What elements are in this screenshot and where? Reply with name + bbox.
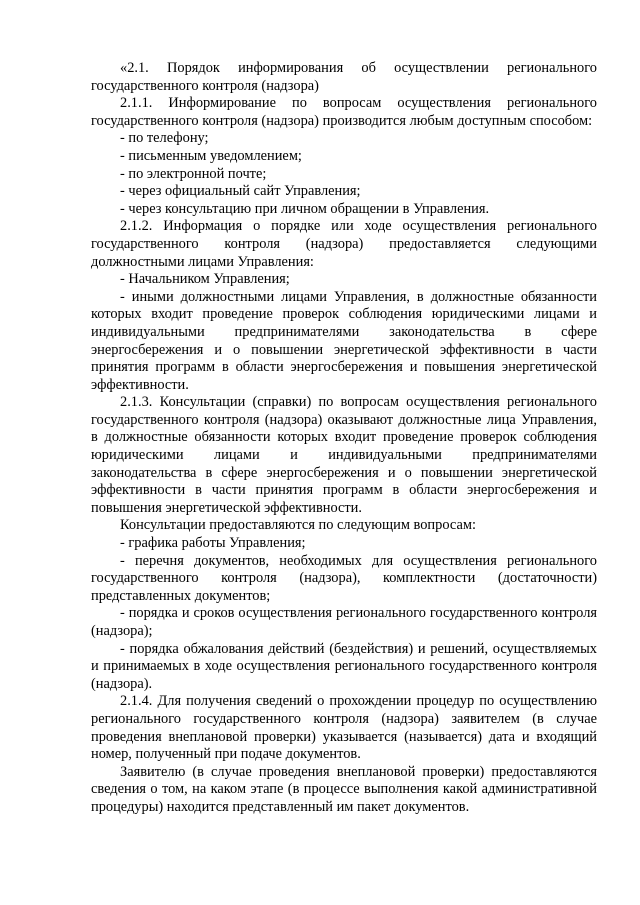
- list-item: - по электронной почте;: [120, 165, 267, 182]
- list-item: - по телефону;: [120, 130, 209, 147]
- paragraph: Консультации предоставляются по следующим вопросам:: [120, 517, 476, 534]
- paragraph-2-1-1: 2.1.1. Информирование по вопросам осуществления регионального государственного контроля (надзора) производится любым доступным способом:: [91, 95, 597, 129]
- list-item: - иными должностными лицами Управления, в должностные обязанности которых входит проведение проверок соблюдения юридическими лицами и индивидуальными предпринимателями законодательства в сфере энергосбережения и о повышении энергетической эффективности в части принятия программ в области энергосбережения и повышения энергетической эффективности.: [91, 288, 597, 393]
- paragraph: Заявителю (в случае проведения внеплановой проверки) предоставляются сведения о том, на каком этапе (в процессе выполнения какой административной процедуры) находится представленный им пакет документов.: [91, 763, 597, 815]
- document-page: [91, 60, 597, 817]
- paragraph-2-1-4: 2.1.4. Для получения сведений о прохождении процедур по осуществлению регионального государственного контроля (надзора) заявителем (в случае проведения внеплановой проверки) указывается (называется) дата и входящий номер, полученный при подаче документов.: [91, 693, 597, 763]
- list-item: - письменным уведомлением;: [120, 147, 302, 164]
- list-item: - через официальный сайт Управления;: [120, 183, 361, 200]
- list-item: - графика работы Управления;: [120, 535, 306, 552]
- paragraph-2-1-3: 2.1.3. Консультации (справки) по вопросам осуществления регионального государственного контроля (надзора) оказывают должностные лица Управления, в должностные обязанности которых входит проведение проверок соблюдения юридическими лицами и индивидуальными предпринимателями законодательства в сфере энергосбережения и о повышении энергетической эффективности в части принятия программ в области энергосбережения и повышения энергетической эффективности.: [91, 394, 597, 516]
- list-item: - через консультацию при личном обращении в Управления.: [120, 200, 490, 217]
- list-item: - Начальником Управления;: [120, 271, 290, 288]
- list-item: - порядка и сроков осуществления регионального государственного контроля (надзора);: [91, 605, 597, 639]
- paragraph-2-1-2: 2.1.2. Информация о порядке или ходе осуществления регионального государственного контроля (надзора) предоставляется следующими должностными лицами Управления:: [91, 218, 597, 270]
- list-item: - перечня документов, необходимых для осуществления регионального государственного контроля (надзора), комплектности (достаточности) представленных документов;: [91, 552, 597, 604]
- list-item: - порядка обжалования действий (бездействия) и решений, осуществляемых и принимаемых в ходе осуществления регионального государственного контроля (надзора).: [91, 640, 597, 692]
- section-heading: «2.1. Порядок информирования об осуществлении регионального государственного контроля (надзора): [91, 60, 597, 94]
